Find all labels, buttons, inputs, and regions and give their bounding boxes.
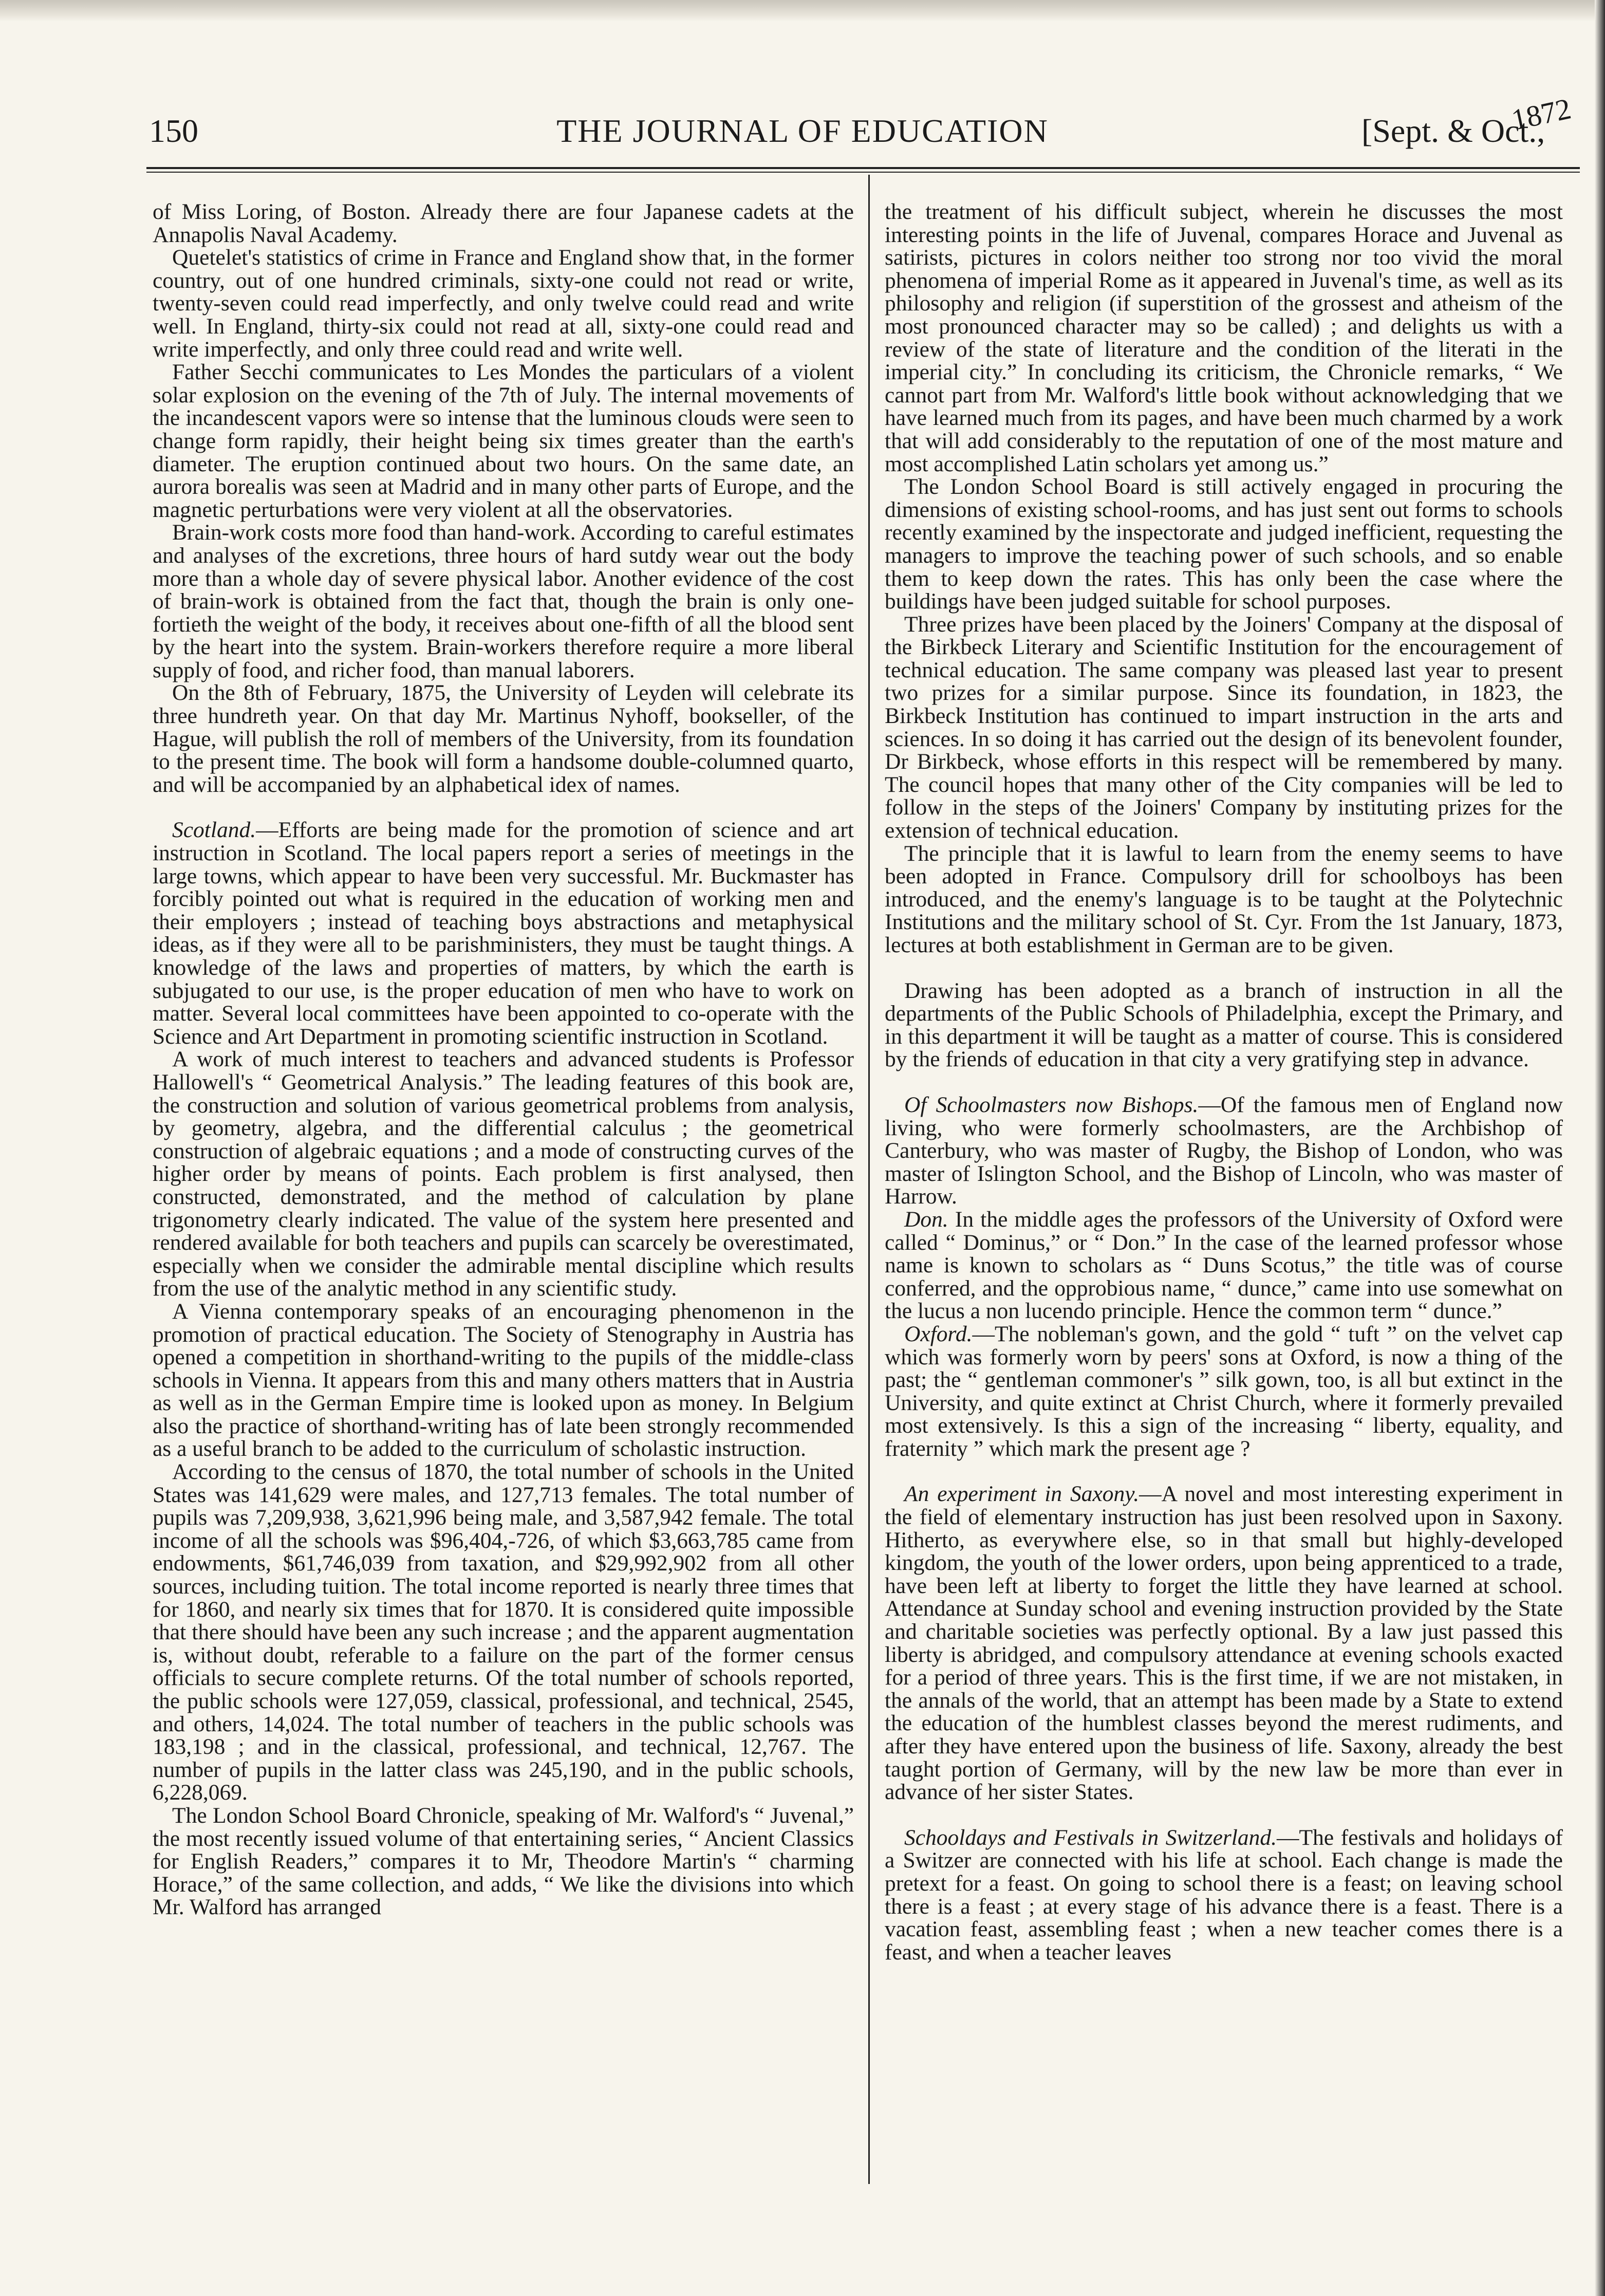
section-lead: Scotland. [172,818,256,843]
article-paragraph [885,1826,1563,1964]
article-paragraph: The principle that it is lawful to learn from the enemy seems to have been adopted in France. Compulsory drill for schoolboys has been introduced, and the enemy's language is to be taught at the Polytechnic Institutions and the military school of St. Cyr. From the 1st January, 1873, lectures at both establishment in German are to be given. [885,841,1563,957]
column-divider [868,175,870,2184]
page-number: 150 [149,113,198,149]
right-column [885,200,1563,2194]
article-paragraph: A work of much interest to teachers and advanced students is Professor Hallowell's “ Geometrical Analysis.” The leading features of this book are, the construction and solution of various geometrical problems from analysis, by geometry, algebra, and the differential calculus ; the geometrical construction of algebraic equations ; and a mode of constructing curves of the higher order by means of points. Each problem is first analysed, then constructed, demonstrated, and the method of calculation by plane trigonometry clearly indicated. The value of the system here presented and rendered available for both teachers and pupils can scarcely be overestimated, especially when we consider the admirable mental discipline which results from the use of the analytic method in any scientific study. [153,1047,854,1301]
article-paragraph [885,1483,1563,1803]
section-text: —The nobleman's gown, and the gold “ tuft ” on the velvet cap which was formerly worn by peers' sons at Oxford, is now a thing of the past; the “ gentleman commoner's ” silk gown, too, is all but extinct in the University, and quite extinct at Christ Church, where it formerly prevailed most extensively. Is this a sign of the increasing “ liberty, equality, and fraternity ” which mark the present age ? [885,1321,1563,1461]
running-header [0,91,1605,154]
header-rule-thin [146,172,1580,173]
article-paragraph: A Vienna contemporary speaks of an encouraging phenomenon in the promotion of practical education. The Society of Stenography in Austria has opened a competition in shorthand-writing to the pupils of the middle-class schools in Vienna. It appears from this and many others matters that in Austria as well as in the German Empire time is looked upon as money. In Belgium also the practice of shorthand-writing has of late been strongly recommended as a useful branch to be added to the curriculum of scholastic instruction. [153,1299,854,1461]
section-text: —Of the famous men of England now living, who were formerly schoolmasters, are the Archbishop of Canterbury, who was master of Rugby, the Bishop of London, who was master of Islington School, and the Bishop of Lincoln, who was master of Harrow. [885,1092,1563,1209]
article-paragraph: On the 8th of February, 1875, the University of Leyden will celebrate its three hundreth year. On that day Mr. Martinus Nyhoff, bookseller, of the Hague, will publish the roll of members of the University, from its foundation to the present time. The book will form a handsome double-columned quarto, and will be accompanied by an alphabetical idex of names. [153,680,854,797]
section-lead: Of Schoolmasters now Bishops. [904,1092,1199,1117]
article-paragraph: Father Secchi communicates to Les Mondes the particulars of a violent solar explosion on the evening of the 7th of July. The internal movements of the incandescent vapors were so intense that the luminous clouds were seen to change form rapidly, their height being six times greater than the earth's diameter. The eruption continued about two hours. On the same date, an aurora borealis was seen at Madrid and in many other parts of Europe, and the magnetic perturbations were very violent at all the observatories. [153,360,854,522]
section-text: —Efforts are being made for the promotion of science and art instruction in Scotland. The local papers report a series of meetings in the large towns, which appear to have been very successful. Mr. Buckmaster has forcibly pointed out what is required in the education of working men and their employers ; instead of teaching boys abstractions and metaphysical ideas, as if they were all to be parishministers, they must be taught things. A knowledge of the laws and properties of matters, by which the earth is subjugated to our use, is the proper education of men who have to work on matter. Several local committees have been appointed to co-operate with the Science and Art Department in promoting scientific instruction in Scotland. [153,818,854,1049]
article-paragraph: of Miss Loring, of Boston. Already there are four Japanese cadets at the Annapolis Naval Academy. [153,200,854,247]
article-paragraph [153,819,854,1048]
section-lead: Oxford. [904,1321,973,1346]
header-rule-thick [146,167,1580,169]
article-paragraph: Three prizes have been placed by the Joiners' Company at the disposal of the Birkbeck Literary and Scientific Institution for the encouragement of technical education. The same company was pleased last year to present two prizes for a similar purpose. Since its foundation, in 1823, the Birkbeck Institution has continued to impart instruction in the arts and sciences. In so doing it has carried out the design of its benevolent founder, Dr Birkbeck, whose efforts in this respect will be remembered by many. The council hopes that many other of the City companies will be led to follow in the steps of the Joiners' Company by instituting prizes for the extension of technical education. [885,612,1563,843]
section-text: —A novel and most interesting experiment in the field of elementary instruction has just been resolved upon in Saxony. Hitherto, as everywhere else, so in that small but highly-developed kingdom, the youth of the lower orders, upon being apprenticed to a trade, have been left at liberty to forget the little they have learned at school. Attendance at Sunday school and evening instruction provided by the State and charitable societies was perfectly optional. By a law just passed this liberty is abridged, and compulsory attendance at evening schools exacted for a period of three years. This is the first time, if we are not mistaken, in the annals of the world, that an attempt has been made by a State to extend the education of the humblest classes beyond the merest rudiments, and after they have entered upon the business of life. Saxony, already the best taught portion of Germany, will by the new law be more than ever in advance of her sister States. [885,1482,1563,1805]
issue-date: [Sept. & Oct., [1361,113,1545,149]
article-paragraph [885,1323,1563,1460]
section-lead: Don. [904,1207,948,1232]
section-text: —The festivals and holidays of a Switzer are connected with his life at school. Each change is made the pretext for a feast. On going to school there is a feast; on leaving school there is a feast ; at every stage of his advance there is a feast. There is a vacation feast, assembling feast ; when a new teacher comes there is a feast, and when a teacher leaves [885,1825,1563,1965]
article-paragraph [885,1094,1563,1208]
article-paragraph: Drawing has been adopted as a branch of instruction in all the departments of the Public Schools of Philadelphia, except the Primary, and in this department it will be taught as a matter of course. This is considered by the friends of education in that city a very gratifying step in advance. [885,978,1563,1072]
issue-year: 1872 [1508,91,1574,137]
section-lead: Schooldays and Festivals in Switzerland. [904,1825,1277,1850]
journal-title: THE JOURNAL OF EDUCATION [556,113,1049,149]
section-lead: An experiment in Saxony. [904,1482,1140,1507]
article-paragraph [885,1208,1563,1323]
article-paragraph: The London School Board Chronicle, speaking of Mr. Walford's “ Juvenal,” the most recently issued volume of that entertaining series, “ Ancient Classics for English Readers,” compares it to Mr, Theodore Martin's “ charming Horace,” of the same collection, and adds, “ We like the divisions into which Mr. Walford has arranged [153,1803,854,1920]
article-paragraph: According to the census of 1870, the total number of schools in the United States was 141,629 were males, and 127,713 females. The total number of pupils was 7,209,938, 3,621,996 being male, and 3,587,942 female. The total income of all the schools was $96,404,-726, of which $3,663,785 came from endowments, $61,746,039 from taxation, and $29,992,902 from all other sources, including tuition. The total income reported is nearly three times that for 1860, and nearly six times that for 1870. It is considered quite impossible that there should have been any such increase ; and the apparent augmentation is, without doubt, referable to a failure on the part of the former census officials to secure complete returns. Of the total number of schools reported, the public schools were 127,059, classical, professional, and technical, 2545, and others, 14,024. The total number of teachers in the public schools was 183,198 ; and in the classical, professional, and technical, 12,767. The number of pupils in the latter class was 245,190, and in the public schools, 6,228,069. [153,1459,854,1805]
article-paragraph: the treatment of his difficult subject, wherein he discusses the most interesting points in the life of Juvenal, compares Horace and Juvenal as satirists, pictures in colors neither too strong nor too vivid the moral phenomena of imperial Rome as it appeared in Juvenal's time, as well as its philosophy and religion (if superstition of the grossest and atheism of the most pronounced character may so be called) ; and delights us with a review of the state of literature and the condition of the literati in the imperial city.” In concluding its criticism, the Chronicle remarks, “ We cannot part from Mr. Walford's little book without acknowledging that we have learned much from its pages, and have been much charmed by a work that will add considerably to the reputation of one of the most mature and most accomplished Latin scholars yet among us.” [885,200,1563,476]
section-text: In the middle ages the professors of the University of Oxford were called “ Dominus,” or “ Don.” In the case of the learned professor whose name is known to scholars as “ Duns Scotus,” the title was of course conferred, and the opprobious name, “ dunce,” came into use somewhat on the lucus a non lucendo principle. Hence the common term “ dunce.” [885,1207,1563,1324]
scan-top-band [0,0,1605,22]
article-paragraph: Quetelet's statistics of crime in France and England show that, in the former country, out of one hundred criminals, sixty-one could not read or write, twenty-seven could read imperfectly, and only twelve could read and write well. In England, thirty-six could not read at all, sixty-one could read and write imperfectly, and only three could read and write well. [153,245,854,362]
article-paragraph: The London School Board is still actively engaged in procuring the dimensions of existing school-rooms, and has just sent out forms to schools recently examined by the inspectorate and judged inefficient, requesting the managers to improve the teaching power of such schools, and so enable them to keep down the rates. This has only been the case where the buildings have been judged suitable for school purposes. [885,474,1563,614]
article-paragraph: Brain-work costs more food than hand-work. According to careful estimates and analyses of the excretions, three hours of hard sutdy wear out the body more than a whole day of severe physical labor. Another evidence of the cost of brain-work is obtained from the fact that, though the brain is only one-fortieth the weight of the body, it receives about one-fifth of all the blood sent by the heart into the system. Brain-workers therefore require a more liberal supply of food, and richer food, than manual laborers. [153,520,854,682]
scan-right-edge [1595,0,1605,2296]
left-column [153,200,854,2194]
